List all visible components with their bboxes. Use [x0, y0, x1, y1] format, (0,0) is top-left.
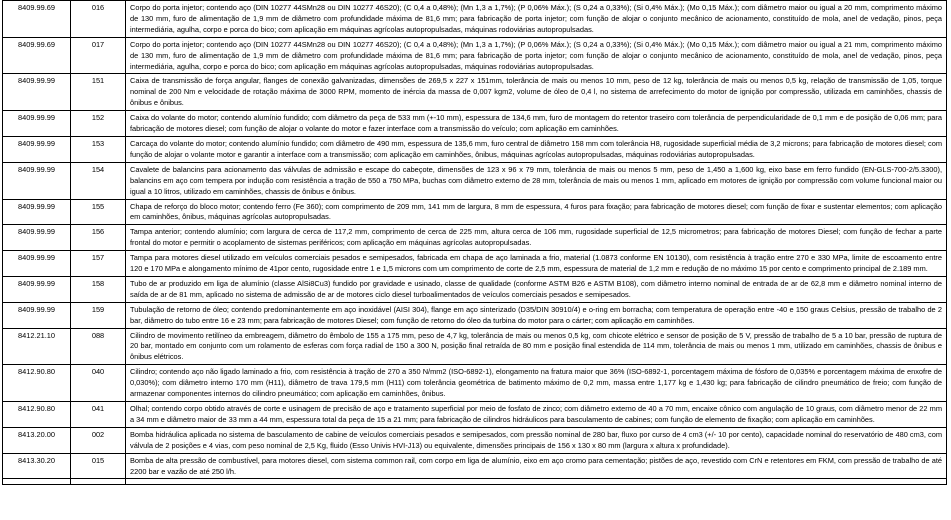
table-row	[2, 163, 947, 200]
ex-number: 155	[70, 200, 125, 225]
ncm-code: 8409.99.99	[2, 225, 70, 250]
ex-number: 154	[70, 163, 125, 199]
table-row	[2, 428, 947, 454]
product-description: Tampa anterior; contendo alumínio; com largura de cerca de 117,2 mm, comprimento de cerca de 225 mm, altura cerca de 106 mm, rugosidade superficial de 12,5 micrometros; para fabricação de motores Diesel; com função de fechar a parte frontal do motor e permitir o acoplamento de sistemas periféricos; com aplicação em máquinas agrícolas autopropulsadas.	[125, 225, 947, 250]
ex-number: 156	[70, 225, 125, 250]
ncm-code: 8409.99.69	[2, 38, 70, 74]
ncm-code-empty	[2, 479, 70, 484]
table-row	[2, 277, 947, 303]
table-row	[2, 251, 947, 277]
product-description: Tubulação de retorno de óleo; contendo predominantemente em aço inoxidável (AISI 304), flange em aço sinterizado (D35/DIN 30910/4) e o-ring em borracha; com temperatura de operação entre -40 e 150 graus Celsius, pressão de trabalho de 2 bar, diâmetro do tubo entre 16 e 23 mm; para fabricação de motores Diesel; com função de retorno do óleo da turbina do motor para o cárter; com aplicação em caminhões.	[125, 303, 947, 328]
ncm-code: 8409.99.99	[2, 251, 70, 276]
table-row-partial	[2, 479, 947, 485]
table-row	[2, 365, 947, 402]
product-description: Bomba hidráulica aplicada no sistema de basculamento de cabine de veículos comerciais pesados e semipesados, com pressão nominal de 280 bar, fluxo por curso de 4 cm3 (+/- 10 por cento), capacidade nominal do reservatório de 480 cm3, com válvula de 2 posições e 4 vias, com peso nominal de 2,5 Kg, fluido (Esso Univis HVI-J13) ou equivalente, dimensões principais de 156 x 130 x 80 mm (largura x altura x profundidade).	[125, 428, 947, 453]
ex-number-empty	[70, 479, 125, 484]
ex-number: 016	[70, 1, 125, 37]
ncm-code: 8409.99.99	[2, 200, 70, 225]
ex-number: 158	[70, 277, 125, 302]
ex-number: 017	[70, 38, 125, 74]
product-description: Chapa de reforço do bloco motor; contendo ferro (Fe 360); com comprimento de 209 mm, 141 mm de largura, 8 mm de espessura, 4 furos para fixação; para fabricação de motores diesel; com função de fixar e sustentar elementos; com aplicação em caminhões, ônibus, máquinas agrícolas autopropulsadas.	[125, 200, 947, 225]
ex-number: 088	[70, 329, 125, 365]
product-description: Caixa de transmissão de força angular, flanges de conexão galvanizadas, dimensões de 269,5 x 227 x 151mm, tolerância de mais ou menos 10 mm, peso de 12 kg, tolerância de mais ou menos 0,5 kg, relação de transmissão de 1,05, torque nominal de 200 Nm e velocidade de rotação máxima de 3000 RPM, momento de inércia da massa de 0,007 kgm2, volume de óleo de 0,4 l, no sistema de arrefecimento do motor de ignição por compressão, utilizada em caminhões, chassis de ônibus e ônibus.	[125, 74, 947, 110]
ncm-code: 8412.21.10	[2, 329, 70, 365]
ncm-code: 8413.30.20	[2, 454, 70, 479]
ex-number: 040	[70, 365, 125, 401]
ncm-code: 8412.90.80	[2, 365, 70, 401]
table-row	[2, 111, 947, 137]
table-row	[2, 74, 947, 111]
product-description: Carcaça do volante do motor; contendo alumínio fundido; com diâmetro de 490 mm, espessura de 135,6 mm, furo central de diâmetro 158 mm com tolerância H8, rugosidade superficial média de 3,2 microns; para fabricação de motores diesel; com função de alojar o volante motor e garantir a interface com a transmissão; com aplicação em caminhões, ônibus, máquinas agrícolas autopropulsadas, máquinas rodoviárias autopropulsadas.	[125, 137, 947, 162]
product-description: Tubo de ar produzido em liga de alumínio (classe AlSi8Cu3) fundido por gravidade e usinado, classe de qualidade (conforme ASTM B26 e ASTM B108), com diâmetro interno nominal de entrada de ar de 62,8 mm e diâmetro nominal interno de saída de ar de 81 mm, aplicado no sistema de admissão de ar de motores ciclo diesel turboalimentados de veículos comerciais pesados e semipesados.	[125, 277, 947, 302]
product-description: Corpo do porta injetor; contendo aço (DIN 10277 44SMn28 ou DIN 10277 46S20); (C 0,4 a 0,48%); (Mn 1,3 a 1,7%); (P 0,06% Máx.); (S 0,24 a 0,33%); (Si 0,4% Máx.); (Mo 0,15 Máx.); com diâmetro maior ou igual a 20 mm, comprimento máximo de 130 mm, furo de alimentação de 1,9 mm de diâmetro com profundidade máxima de 81,6 mm; para fabricação de porta injetor; com função de alojar o conjunto mecânico de acionamento, constituído de mola, anel de vedação, pinos, peça intermediária, agulha, corpo e porca do bico; com aplicação em máquinas agrícolas autopropulsadas, máquinas rodoviárias autopropulsadas.	[125, 1, 947, 37]
product-description: Cilindro; contendo aço não ligado laminado a frio, com resistência à tração de 270 a 350 N/mm2 (ISO-6892-1), elongamento na fratura maior que 36% (ISO-6892-1, porcentagem máxima de fósforo de 0,035% e porcentagem máxima de enxofre de 0,030%); com diâmetro interno 170 mm (H11), diâmetro de trava 179,5 mm (H11) com tolerância geométrica de batimento máximo de 0,2 mm, massa entre 1,177 kg e 1,430 kg; para fabricação de cilindro pneumático de freio; com função de armazenar componentes internos do cilindro pneumático; com aplicação em caminhões, ônibus.	[125, 365, 947, 401]
table-row	[2, 38, 947, 75]
ex-number: 151	[70, 74, 125, 110]
ncm-code: 8409.99.99	[2, 111, 70, 136]
ex-number: 041	[70, 402, 125, 427]
table-row	[2, 454, 947, 480]
ncm-code: 8413.20.00	[2, 428, 70, 453]
table-row	[2, 329, 947, 366]
table-row	[2, 200, 947, 226]
product-description: Bomba de alta pressão de combustível, para motores diesel, com sistema common rail, com corpo em liga de alumínio, eixo em aço cromo para cementação; pistões de aço, revestido com CrN e retentores em FKM, com pressão de trabalho de até 2200 bar e vazão de até 250 l/h.	[125, 454, 947, 479]
ex-number: 153	[70, 137, 125, 162]
table-row	[2, 0, 947, 38]
ncm-code: 8409.99.99	[2, 137, 70, 162]
ex-number: 015	[70, 454, 125, 479]
ncm-code: 8409.99.99	[2, 74, 70, 110]
product-description: Caixa do volante do motor; contendo alumínio fundido; com diâmetro da peça de 533 mm (+-10 mm), espessura de 134,6 mm, furo de montagem do retentor traseiro com tolerância de perpendicularidade de 0,1 mm e de posição de 0,06 mm; para fabricação de motores diesel; com função de alojar o volante do motor e fazer interface com a transmissão do veículo; com aplicação em caminhões.	[125, 111, 947, 136]
ncm-code: 8412.90.80	[2, 402, 70, 427]
ex-number: 152	[70, 111, 125, 136]
table-row	[2, 303, 947, 329]
table-row	[2, 225, 947, 251]
table-row	[2, 137, 947, 163]
ncm-code: 8409.99.69	[2, 1, 70, 37]
ncm-code: 8409.99.99	[2, 277, 70, 302]
product-description: Cilindro de movimento retilíneo da embreagem, diâmetro do êmbolo de 155 a 175 mm, peso de 4,7 kg, tolerância de mais ou menos 0,5 kg, com chicote elétrico e sensor de posição de 5 V, pressão de trabalho de 5 a 10 bar, pressão de ruptura de 20 bar, montado em conjunto com um rolamento de esferas com força radial de 150 a 300 N, posição final retraída de 80 mm e posição final estendida de 114 mm, tolerância de mais ou menos 1 mm, utilizado em caminhões, chassis de ônibus e ônibus elétricos.	[125, 329, 947, 365]
product-description: Cavalete de balancins para acionamento das válvulas de admissão e escape do cabeçote, dimensões de 123 x 96 x 79 mm, tolerância de mais ou menos 5 mm, peso de 1,450 a 1,600 kg, eixo base em ferro fundido (EN-GLS-700-2/5.3300), balancins em aço com tempera por indução com resistência a tração de 550 a 750 MPa, buchas com diâmetro externo de 28 mm, tolerância de mais ou menos 1 mm, aplicado em motores de ignição por compressão com volume funcional maior ou igual a 10 litros, utilizado em caminhões, chassis de ônibus e ônibus.	[125, 163, 947, 199]
ex-number: 002	[70, 428, 125, 453]
ex-number: 157	[70, 251, 125, 276]
product-description: Tampa para motores diesel utilizado em veículos comerciais pesados e semipesados, fabricada em chapa de aço laminada a frio, material (1.0873 conforme EN 10130), com resistência à tração entre 270 e 330 MPa, limite de escoamento entre 120 e 170 MPa e alongamento mínimo de 41por cento, rugosidade entre 1 e 1,5 microns com um comprimento de corte de 2,5 mm, espessura de material de 1,2 mm e redução de no máximo 15 por cento e comprimento principal de 2.189 mm.	[125, 251, 947, 276]
product-description-empty	[125, 479, 947, 484]
ncm-code: 8409.99.99	[2, 163, 70, 199]
ex-number: 159	[70, 303, 125, 328]
ncm-code: 8409.99.99	[2, 303, 70, 328]
product-description: Olhal; contendo corpo obtido através de corte e usinagem de precisão de aço e tratamento superficial por meio de fosfato de zinco; com diâmetro externo de 40 a 70 mm, encaixe cônico com angulação de 10 graus, com diâmetro menor de 22 mm a 34 mm e diâmetro maior de 33 mm a 44 mm, espessura total da peça de 15 a 21 mm; para fabricação de cilindros hidráulicos para basculamento de cabines; com função de elemento de fixação; com aplicação em caminhões.	[125, 402, 947, 427]
product-description: Corpo do porta injetor; contendo aço (DIN 10277 44SMn28 ou DIN 10277 46S20); (C 0,4 a 0,48%); (Mn 1,3 a 1,7%); (P 0,06% Máx.); (S 0,24 a 0,33%); (Si 0,4% Máx.); (Mo 0,15 Máx.); com diâmetro maior ou igual a 21 mm, comprimento máximo de 130 mm, furo de alimentação de 1,9 mm de diâmetro com profundidade máxima de 81,6 mm; para fabricação de porta injetor; com função de alojar o conjunto mecânico de acionamento, constituído de mola, anel de vedação, pinos, peça intermediária, agulha, corpo e porca do bico; com aplicação em máquinas agrícolas autopropulsadas, máquinas rodoviárias autopropulsadas.	[125, 38, 947, 74]
ncm-table	[2, 0, 947, 485]
table-row	[2, 402, 947, 428]
